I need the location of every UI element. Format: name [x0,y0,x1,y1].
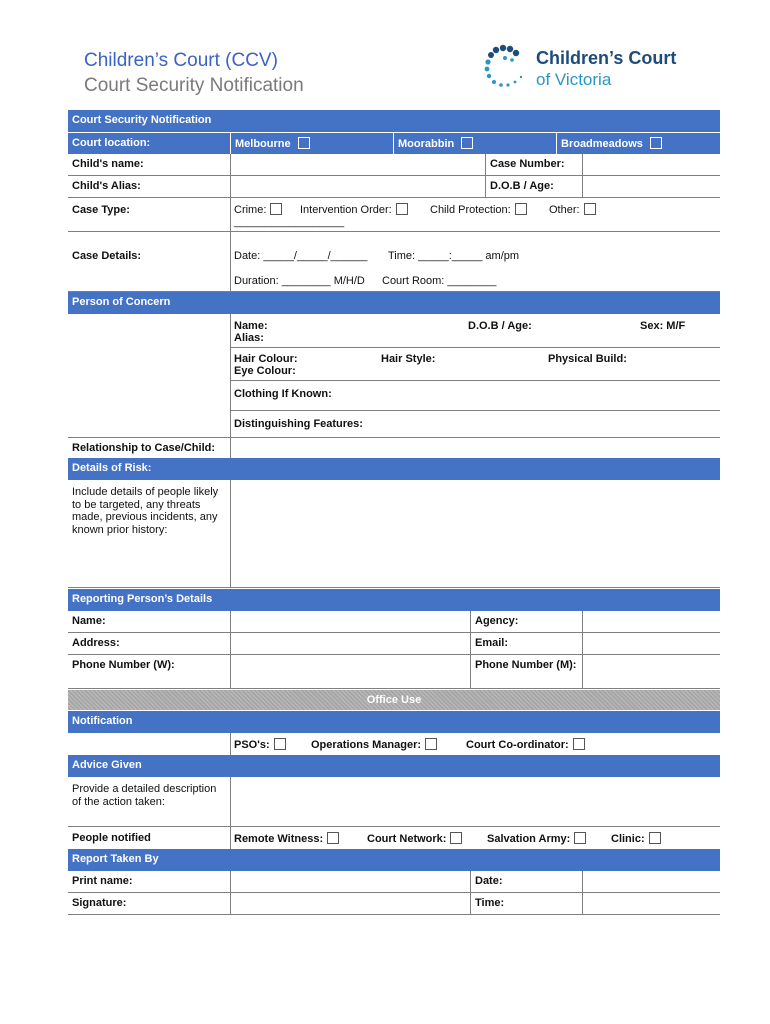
office-use-title: Office Use [366,694,422,706]
dob-age-label: D.O.B / Age: [485,176,582,197]
notified-clinic[interactable] [611,832,661,845]
location-moorabbin[interactable] [393,133,556,154]
ccv-dots-logo-icon [482,44,532,94]
notification-left-blank [68,733,230,755]
risk-row [68,480,720,588]
case-type-intervention[interactable] [300,203,408,216]
dob-age-field[interactable] [582,176,720,197]
checkbox[interactable] [270,203,282,215]
section-header-advice [68,755,720,777]
checkbox[interactable] [450,832,462,844]
section-title: Court Security Notification [72,114,212,126]
agency-label: Agency: [470,611,582,632]
signature-row [68,893,720,915]
childs-alias-field[interactable] [230,176,485,197]
physical-build-label: Physical Build: [548,353,627,365]
case-type-other-label: Other: [549,204,580,216]
case-type-other-line: __________________ [234,216,345,228]
case-details-fields [230,232,720,291]
notified-remote-witness[interactable] [234,832,339,845]
email-label: Email: [470,633,582,654]
phone-w-label: Phone Number (W): [72,659,175,671]
notify-pso[interactable] [234,738,286,751]
section-title: Person of Concern [72,296,171,308]
clothing-row[interactable] [231,380,720,411]
report-date-field[interactable] [582,871,720,892]
clothing-label: Clothing If Known: [234,388,332,400]
checkbox[interactable] [649,832,661,844]
notify-pso-label: PSO's: [234,739,270,751]
case-type-row [68,198,720,232]
case-type-label: Case Type: [72,204,130,216]
person-alias-label: Alias: [234,332,264,344]
notification-row [68,733,720,755]
salvation-army-label: Salvation Army: [487,833,571,845]
features-row[interactable] [231,410,720,439]
court-room-field[interactable]: Court Room: ________ [382,275,497,287]
checkbox[interactable] [584,203,596,215]
logo-text-line1: Children’s Court [536,48,677,68]
court-location-label: Court location: [72,137,151,149]
section-title: Advice Given [72,759,142,771]
advice-row [68,777,720,827]
phone-m-field[interactable] [582,655,720,688]
checkbox[interactable] [274,738,286,750]
childs-name-label: Child's name: [72,158,144,170]
report-time-field[interactable] [582,893,720,914]
person-name-label: Name: [234,320,268,332]
person-sex-label: Sex: M/F [640,320,686,332]
person-appearance-row[interactable] [231,347,720,381]
section-header-notification [68,711,720,733]
case-number-field[interactable] [582,154,720,175]
section-title: Notification [72,715,133,727]
court-network-label: Court Network: [367,833,447,845]
checkbox[interactable] [396,203,408,215]
features-label: Distinguishing Features: [234,418,363,430]
case-type-intervention-label: Intervention Order: [300,204,392,216]
section-title: Report Taken By [72,853,159,865]
office-use-bar [68,690,720,710]
case-type-options [230,198,720,231]
report-time-label: Time: [470,893,582,914]
checkbox[interactable] [298,137,310,149]
person-left-blank [68,314,230,439]
case-type-protection-label: Child Protection: [430,204,511,216]
date-field[interactable]: Date: _____/_____/______ [234,250,368,262]
risk-instructions: Include details of people likely to be targeted, any threats made, previous incidents, any known prior history: [72,486,219,536]
advice-instructions: Provide a detailed description of the action taken: [72,783,217,808]
people-notified-options [230,827,720,849]
relationship-label: Relationship to Case/Child: [72,442,216,454]
email-field[interactable] [582,633,720,654]
reporter-name-field[interactable] [230,611,470,632]
phone-m-label: Phone Number (M): [470,655,582,688]
remote-witness-label: Remote Witness: [234,833,324,845]
checkbox[interactable] [461,137,473,149]
checkbox[interactable] [327,832,339,844]
hair-style-label: Hair Style: [381,353,436,365]
childs-name-field[interactable] [230,154,485,175]
location-melbourne-label: Melbourne [235,138,291,150]
form-title: Children’s Court (CCV) [84,50,278,71]
court-location-row [68,132,720,154]
location-broadmeadows[interactable] [556,133,720,154]
print-name-row [68,871,720,893]
section-header-report [68,849,720,871]
location-melbourne[interactable] [230,133,393,154]
location-moorabbin-label: Moorabbin [398,138,455,150]
advice-field[interactable] [230,777,720,826]
time-field[interactable]: Time: _____:_____ am/pm [388,250,520,262]
section-header-court [68,110,720,132]
notify-ops-manager[interactable] [311,738,437,751]
people-notified-label: People notified [72,832,151,844]
person-detail-fields [230,314,720,439]
eye-colour-label: Eye Colour: [234,365,296,377]
signature-label: Signature: [72,897,127,909]
logo-text-line2: of Victoria [536,70,612,89]
relationship-row [68,437,720,459]
notified-salvation-army[interactable] [487,832,586,845]
person-details-block [68,314,720,439]
childs-name-row [68,154,720,176]
duration-field[interactable]: Duration: ________ M/H/D [234,275,365,287]
reporter-phone-row [68,655,720,689]
person-dob-label: D.O.B / Age: [468,320,532,332]
report-date-label: Date: [470,871,582,892]
section-title: Reporting Person’s Details [72,593,213,605]
section-title: Details of Risk: [72,462,152,474]
people-notified-row [68,827,720,849]
notify-ops-manager-label: Operations Manager: [311,739,422,751]
section-header-person [68,292,720,314]
address-label: Address: [72,637,120,649]
clinic-label: Clinic: [611,833,645,845]
print-name-field[interactable] [230,871,470,892]
reporter-name-row [68,611,720,633]
childs-alias-row [68,176,720,198]
case-number-label: Case Number: [485,154,582,175]
reporter-name-label: Name: [72,615,106,627]
checkbox[interactable] [425,738,437,750]
childs-alias-label: Child's Alias: [72,180,141,192]
notification-options [230,733,720,755]
form-subtitle: Court Security Notification [84,75,304,96]
agency-field[interactable] [582,611,720,632]
notified-court-network[interactable] [367,832,462,845]
signature-field[interactable] [230,893,470,914]
address-field[interactable] [230,633,470,654]
print-name-label: Print name: [72,875,133,887]
checkbox[interactable] [574,832,586,844]
person-name-row[interactable] [231,314,720,348]
checkbox[interactable] [573,738,585,750]
checkbox[interactable] [650,137,662,149]
case-details-label: Case Details: [72,250,142,262]
section-header-risk [68,458,720,480]
ccv-logo [482,44,722,94]
reporter-address-row [68,633,720,655]
section-header-reporter [68,589,720,611]
case-type-crime-label: Crime: [234,204,267,216]
case-type-protection[interactable] [430,203,527,216]
case-type-other[interactable] [549,203,596,216]
notify-court-coordinator-label: Court Co-ordinator: [466,739,569,751]
checkbox[interactable] [515,203,527,215]
case-type-crime[interactable] [234,203,282,216]
risk-details-field[interactable] [230,480,720,587]
relationship-field[interactable] [230,438,720,458]
case-details-row [68,232,720,292]
notify-court-coordinator[interactable] [466,738,585,751]
location-broadmeadows-label: Broadmeadows [561,138,643,150]
hair-colour-label: Hair Colour: [234,353,298,365]
phone-w-field[interactable] [230,655,470,688]
